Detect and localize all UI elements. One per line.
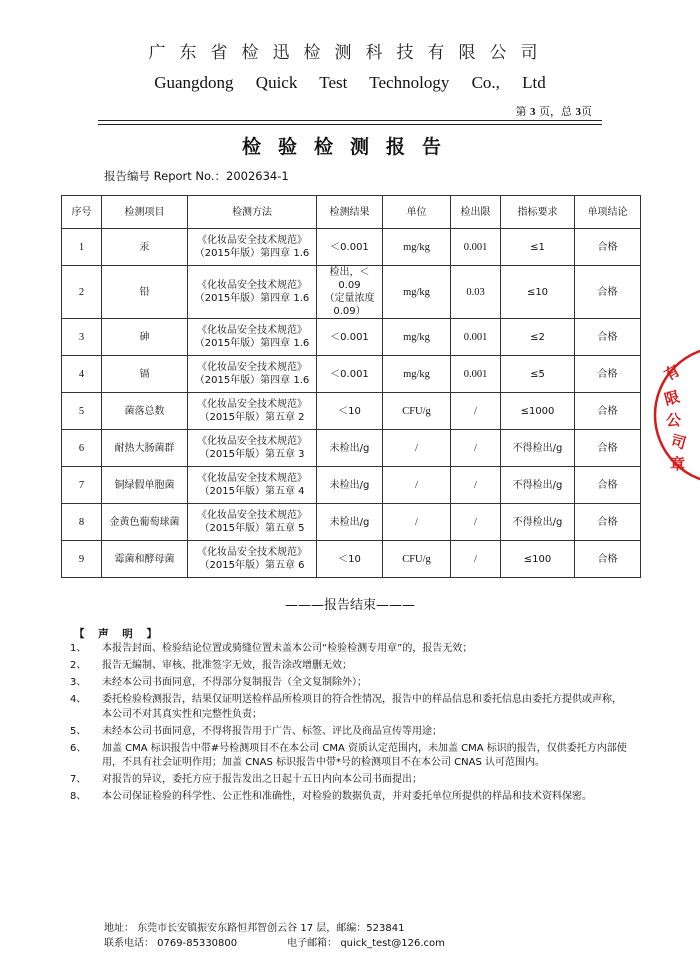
cell-method — [188, 430, 317, 467]
cell-limit — [451, 393, 501, 430]
cell-item-line: 耐热大肠菌群 — [114, 442, 175, 454]
declaration-text: 未经本公司书面同意，不得将报告用于广告、标签、评比及商品宣传等用途； — [102, 725, 442, 737]
declaration-list — [70, 642, 630, 807]
cell-item-line: 镉 — [139, 368, 150, 380]
cell-unit — [383, 266, 451, 319]
cell-result-line: ＜10 — [338, 405, 361, 417]
cell-unit-line: CFU/g — [402, 405, 431, 417]
column-header: 单位 — [383, 196, 451, 229]
cell-item — [102, 393, 188, 430]
cell-conclusion — [575, 266, 641, 319]
cell-method-line: 《化妆品安全技术规范》 — [197, 235, 307, 246]
declaration-item — [70, 773, 630, 788]
cell-item — [102, 430, 188, 467]
header-rule — [98, 120, 602, 121]
cell-method-line: 《化妆品安全技术规范》 — [197, 436, 307, 447]
cell-requirement-line: ≤2 — [530, 331, 545, 343]
seal-char: 章 — [670, 455, 686, 473]
cell-method — [188, 356, 317, 393]
cell-limit-line: / — [474, 442, 477, 454]
report-end: ———报告结束——— — [284, 598, 415, 613]
footer — [104, 921, 445, 951]
cell-no-line: 8 — [78, 516, 85, 528]
company-name-en: Guangdong Quick Test Technology Co., Ltd — [154, 73, 546, 92]
cell-unit-line: mg/kg — [403, 241, 430, 253]
cell-item — [102, 504, 188, 541]
cell-requirement-line: 不得检出/g — [512, 479, 563, 491]
cell-item — [102, 356, 188, 393]
company-seal — [648, 345, 700, 485]
cell-method-line: 《化妆品安全技术规范》 — [197, 280, 307, 291]
cell-unit-line: / — [415, 442, 418, 454]
cell-result-line: ＜10 — [338, 553, 361, 565]
cell-limit — [451, 504, 501, 541]
cell-result-line: ＜0.001 — [330, 331, 369, 343]
cell-conclusion — [575, 467, 641, 504]
declaration-text: 报告无编制、审核、批准签字无效，报告涂改增删无效； — [102, 660, 352, 671]
cell-result-line: ＜0.001 — [330, 241, 369, 253]
cell-no — [62, 356, 102, 393]
cell-unit — [383, 504, 451, 541]
cell-requirement-line: ≤100 — [523, 553, 552, 565]
cell-conclusion — [575, 356, 641, 393]
cell-unit-line: / — [415, 479, 418, 491]
cell-item — [102, 229, 188, 266]
cell-unit-line: mg/kg — [403, 286, 430, 298]
declaration-item — [70, 742, 630, 771]
cell-method — [188, 541, 317, 578]
cell-result — [317, 319, 383, 356]
cell-conclusion — [575, 541, 641, 578]
cell-no — [62, 266, 102, 319]
cell-result-line: 未检出/g — [329, 479, 370, 491]
cell-result-line: ＜0.001 — [330, 368, 369, 380]
cell-conclusion — [575, 430, 641, 467]
cell-result-line: （定量浓度 — [324, 293, 375, 304]
cell-requirement-line: ≤1 — [530, 241, 545, 253]
cell-item-line: 金黄色葡萄球菌 — [109, 516, 180, 528]
table-row — [62, 229, 641, 266]
declaration-number: 6、 — [70, 742, 87, 754]
cell-item-line: 铅 — [139, 286, 150, 298]
cell-item-line: 砷 — [139, 331, 150, 343]
cell-method — [188, 319, 317, 356]
cell-no-line: 1 — [78, 241, 85, 253]
cell-result-line: 0.09） — [333, 306, 366, 317]
footer-address: 地址： 东莞市长安镇振安东路恒邦智创云谷 17 层，邮编：523841 — [104, 923, 405, 934]
cell-limit-line: / — [474, 516, 477, 528]
cell-no-line: 6 — [78, 442, 85, 454]
cell-method-line: 《化妆品安全技术规范》 — [197, 547, 307, 558]
declaration-number: 4、 — [70, 694, 87, 705]
cell-item — [102, 467, 188, 504]
cell-limit-line: / — [474, 405, 477, 417]
table-row — [62, 393, 641, 430]
cell-result — [317, 266, 383, 319]
table-row — [62, 504, 641, 541]
cell-item-line: 铜绿假单胞菌 — [114, 479, 175, 491]
declaration-text: 对报告的异议，委托方应于报告发出之日起十五日内向本公司书面提出； — [102, 774, 422, 785]
cell-method — [188, 393, 317, 430]
cell-no — [62, 319, 102, 356]
cell-limit-line: 0.001 — [463, 331, 488, 343]
cell-requirement-line: 不得检出/g — [512, 516, 563, 528]
cell-no — [62, 393, 102, 430]
cell-unit-line: mg/kg — [403, 368, 430, 380]
cell-limit-line: / — [474, 479, 477, 491]
cell-conclusion — [575, 229, 641, 266]
cell-method — [188, 266, 317, 319]
cell-requirement-line: ≤5 — [530, 368, 545, 380]
cell-method — [188, 467, 317, 504]
cell-no-line: 5 — [78, 405, 85, 417]
cell-limit — [451, 430, 501, 467]
cell-method-line: （2015年版）第五章 5 — [199, 523, 305, 534]
declaration-number: 8、 — [70, 791, 87, 802]
cell-conclusion-line: 合格 — [597, 516, 618, 528]
header-rule-thin — [98, 124, 602, 125]
cell-method-line: 《化妆品安全技术规范》 — [197, 325, 307, 336]
footer-contact — [104, 936, 445, 951]
declaration-text: 本报告封面、检验结论位置或骑缝位置未盖本公司“检验检测专用章”的，报告无效； — [102, 643, 473, 654]
cell-requirement-line: 不得检出/g — [512, 442, 563, 454]
report-number: 报告编号 Report No.：2002634-1 — [104, 169, 289, 183]
cell-limit — [451, 266, 501, 319]
table-row — [62, 467, 641, 504]
cell-no — [62, 504, 102, 541]
cell-result-line: 未检出/g — [329, 516, 370, 528]
report-title: 检验检测报告 — [241, 136, 458, 158]
footer-email: 电子邮箱： quick_test@126.com — [287, 938, 445, 949]
cell-no — [62, 467, 102, 504]
cell-item — [102, 319, 188, 356]
declaration-title: 【 声 明 】 — [74, 628, 157, 640]
cell-limit-line: 0.001 — [463, 368, 488, 380]
cell-no — [62, 229, 102, 266]
cell-requirement-line: ≤10 — [526, 286, 549, 298]
declaration-text: 委托检验检测报告，结果仅证明送检样品所检项目的符合性情况，报告中的样品信息和委托信息由委托方提供或声称，本公司不对其真实性和完整性负责； — [102, 694, 622, 720]
cell-limit-line: 0.03 — [466, 286, 485, 298]
cell-no — [62, 541, 102, 578]
cell-item-line: 霉菌和酵母菌 — [114, 553, 175, 565]
cell-result — [317, 541, 383, 578]
cell-result — [317, 229, 383, 266]
table-row — [62, 430, 641, 467]
declaration-number: 5、 — [70, 725, 87, 737]
cell-unit — [383, 356, 451, 393]
cell-method-line: 《化妆品安全技术规范》 — [197, 362, 307, 373]
cell-result — [317, 504, 383, 541]
declaration-number: 7、 — [70, 774, 87, 785]
cell-limit — [451, 319, 501, 356]
cell-unit-line: mg/kg — [403, 331, 430, 343]
column-header: 检出限 — [451, 196, 501, 229]
column-header: 指标要求 — [501, 196, 575, 229]
cell-no-line: 7 — [78, 479, 85, 491]
cell-unit — [383, 541, 451, 578]
seal-char: 有 — [661, 361, 684, 385]
seal-char: 限 — [662, 387, 682, 409]
declaration-number: 1、 — [70, 643, 87, 654]
seal-char: 公 — [666, 411, 682, 429]
column-header: 单项结论 — [575, 196, 641, 229]
declaration-text: 未经本公司书面同意，不得部分复制报告（全文复制除外）； — [102, 677, 367, 688]
company-name-cn: 广东省检迅检测科技有限公司 — [148, 43, 552, 63]
cell-limit — [451, 467, 501, 504]
cell-requirement — [501, 266, 575, 319]
cell-item-line: 汞 — [139, 241, 150, 253]
cell-no-line: 2 — [78, 286, 85, 298]
cell-no — [62, 430, 102, 467]
cell-method-line: 《化妆品安全技术规范》 — [197, 510, 307, 521]
table-row — [62, 541, 641, 578]
declaration-item — [70, 725, 630, 740]
cell-unit — [383, 467, 451, 504]
cell-conclusion-line: 合格 — [597, 331, 618, 343]
cell-method-line: （2015年版）第四章 1.6 — [194, 338, 310, 349]
cell-method-line: （2015年版）第五章 2 — [199, 412, 305, 423]
cell-conclusion-line: 合格 — [597, 368, 618, 380]
cell-unit — [383, 229, 451, 266]
cell-method-line: （2015年版）第四章 1.6 — [194, 293, 310, 304]
cell-conclusion-line: 合格 — [597, 553, 618, 565]
declaration-item — [70, 790, 630, 805]
column-header: 检测方法 — [188, 196, 317, 229]
cell-conclusion-line: 合格 — [597, 442, 618, 454]
cell-method-line: 《化妆品安全技术规范》 — [197, 399, 307, 410]
cell-conclusion-line: 合格 — [597, 405, 618, 417]
cell-result — [317, 393, 383, 430]
cell-method-line: （2015年版）第五章 4 — [199, 486, 305, 497]
cell-limit — [451, 356, 501, 393]
cell-conclusion-line: 合格 — [597, 479, 618, 491]
cell-no-line: 4 — [78, 368, 85, 380]
cell-result — [317, 467, 383, 504]
cell-requirement — [501, 319, 575, 356]
cell-method — [188, 229, 317, 266]
cell-requirement — [501, 504, 575, 541]
cell-conclusion — [575, 319, 641, 356]
page-indicator: 第 3 页，总 3页 — [515, 105, 592, 118]
cell-conclusion-line: 合格 — [597, 241, 618, 253]
cell-unit-line: / — [415, 516, 418, 528]
declaration-number: 2、 — [70, 660, 87, 671]
cell-item — [102, 541, 188, 578]
cell-requirement — [501, 393, 575, 430]
cell-method-line: （2015年版）第五章 6 — [199, 560, 305, 571]
seal-char: 司 — [668, 431, 689, 453]
results-table — [61, 195, 641, 578]
cell-limit — [451, 229, 501, 266]
cell-result-line: 检出，＜0.09 — [329, 267, 370, 291]
cell-result — [317, 356, 383, 393]
cell-method-line: （2015年版）第四章 1.6 — [194, 248, 310, 259]
cell-item-line: 菌落总数 — [124, 405, 165, 417]
cell-unit — [383, 430, 451, 467]
cell-method-line: （2015年版）第五章 3 — [199, 449, 305, 460]
cell-requirement — [501, 229, 575, 266]
declaration-text: 本公司保证检验的科学性、公正性和准确性，对检验的数据负责，并对委托单位所提供的样品和技术资料保密。 — [102, 791, 592, 802]
cell-requirement — [501, 430, 575, 467]
cell-limit-line: / — [474, 553, 477, 565]
table-row — [62, 266, 641, 319]
table-header-row — [62, 196, 641, 229]
cell-conclusion-line: 合格 — [597, 286, 618, 298]
cell-unit — [383, 319, 451, 356]
cell-limit — [451, 541, 501, 578]
cell-result-line: 未检出/g — [329, 442, 370, 454]
cell-no-line: 3 — [78, 331, 85, 343]
declaration-item — [70, 676, 630, 691]
declaration-number: 3、 — [70, 677, 87, 688]
declaration-text: 加盖 CMA 标识报告中带#号检测项目不在本公司 CMA 资质认定范围内，未加盖 CMA 标识的报告，仅供委托方内部使用，不具有社会证明作用；加盖 CNAS 标识报告中带*号的检测项目不在本公司 CNAS 认可范围内。 — [102, 742, 627, 768]
cell-method — [188, 504, 317, 541]
cell-unit — [383, 393, 451, 430]
column-header: 检测项目 — [102, 196, 188, 229]
table-row — [62, 319, 641, 356]
declaration-item — [70, 659, 630, 674]
cell-conclusion — [575, 393, 641, 430]
cell-item — [102, 266, 188, 319]
footer-phone: 联系电话： 0769-85330800 — [104, 938, 238, 949]
cell-no-line: 9 — [78, 553, 85, 565]
cell-limit-line: 0.001 — [463, 241, 488, 253]
cell-method-line: 《化妆品安全技术规范》 — [197, 473, 307, 484]
column-header: 序号 — [62, 196, 102, 229]
cell-method-line: （2015年版）第四章 1.6 — [194, 375, 310, 386]
cell-requirement — [501, 356, 575, 393]
declaration-item — [70, 642, 630, 657]
cell-requirement — [501, 467, 575, 504]
cell-requirement — [501, 541, 575, 578]
column-header: 检测结果 — [317, 196, 383, 229]
cell-unit-line: CFU/g — [402, 553, 431, 565]
table-row — [62, 356, 641, 393]
declaration-item — [70, 693, 630, 722]
cell-result — [317, 430, 383, 467]
cell-requirement-line: ≤1000 — [520, 405, 555, 417]
cell-conclusion — [575, 504, 641, 541]
